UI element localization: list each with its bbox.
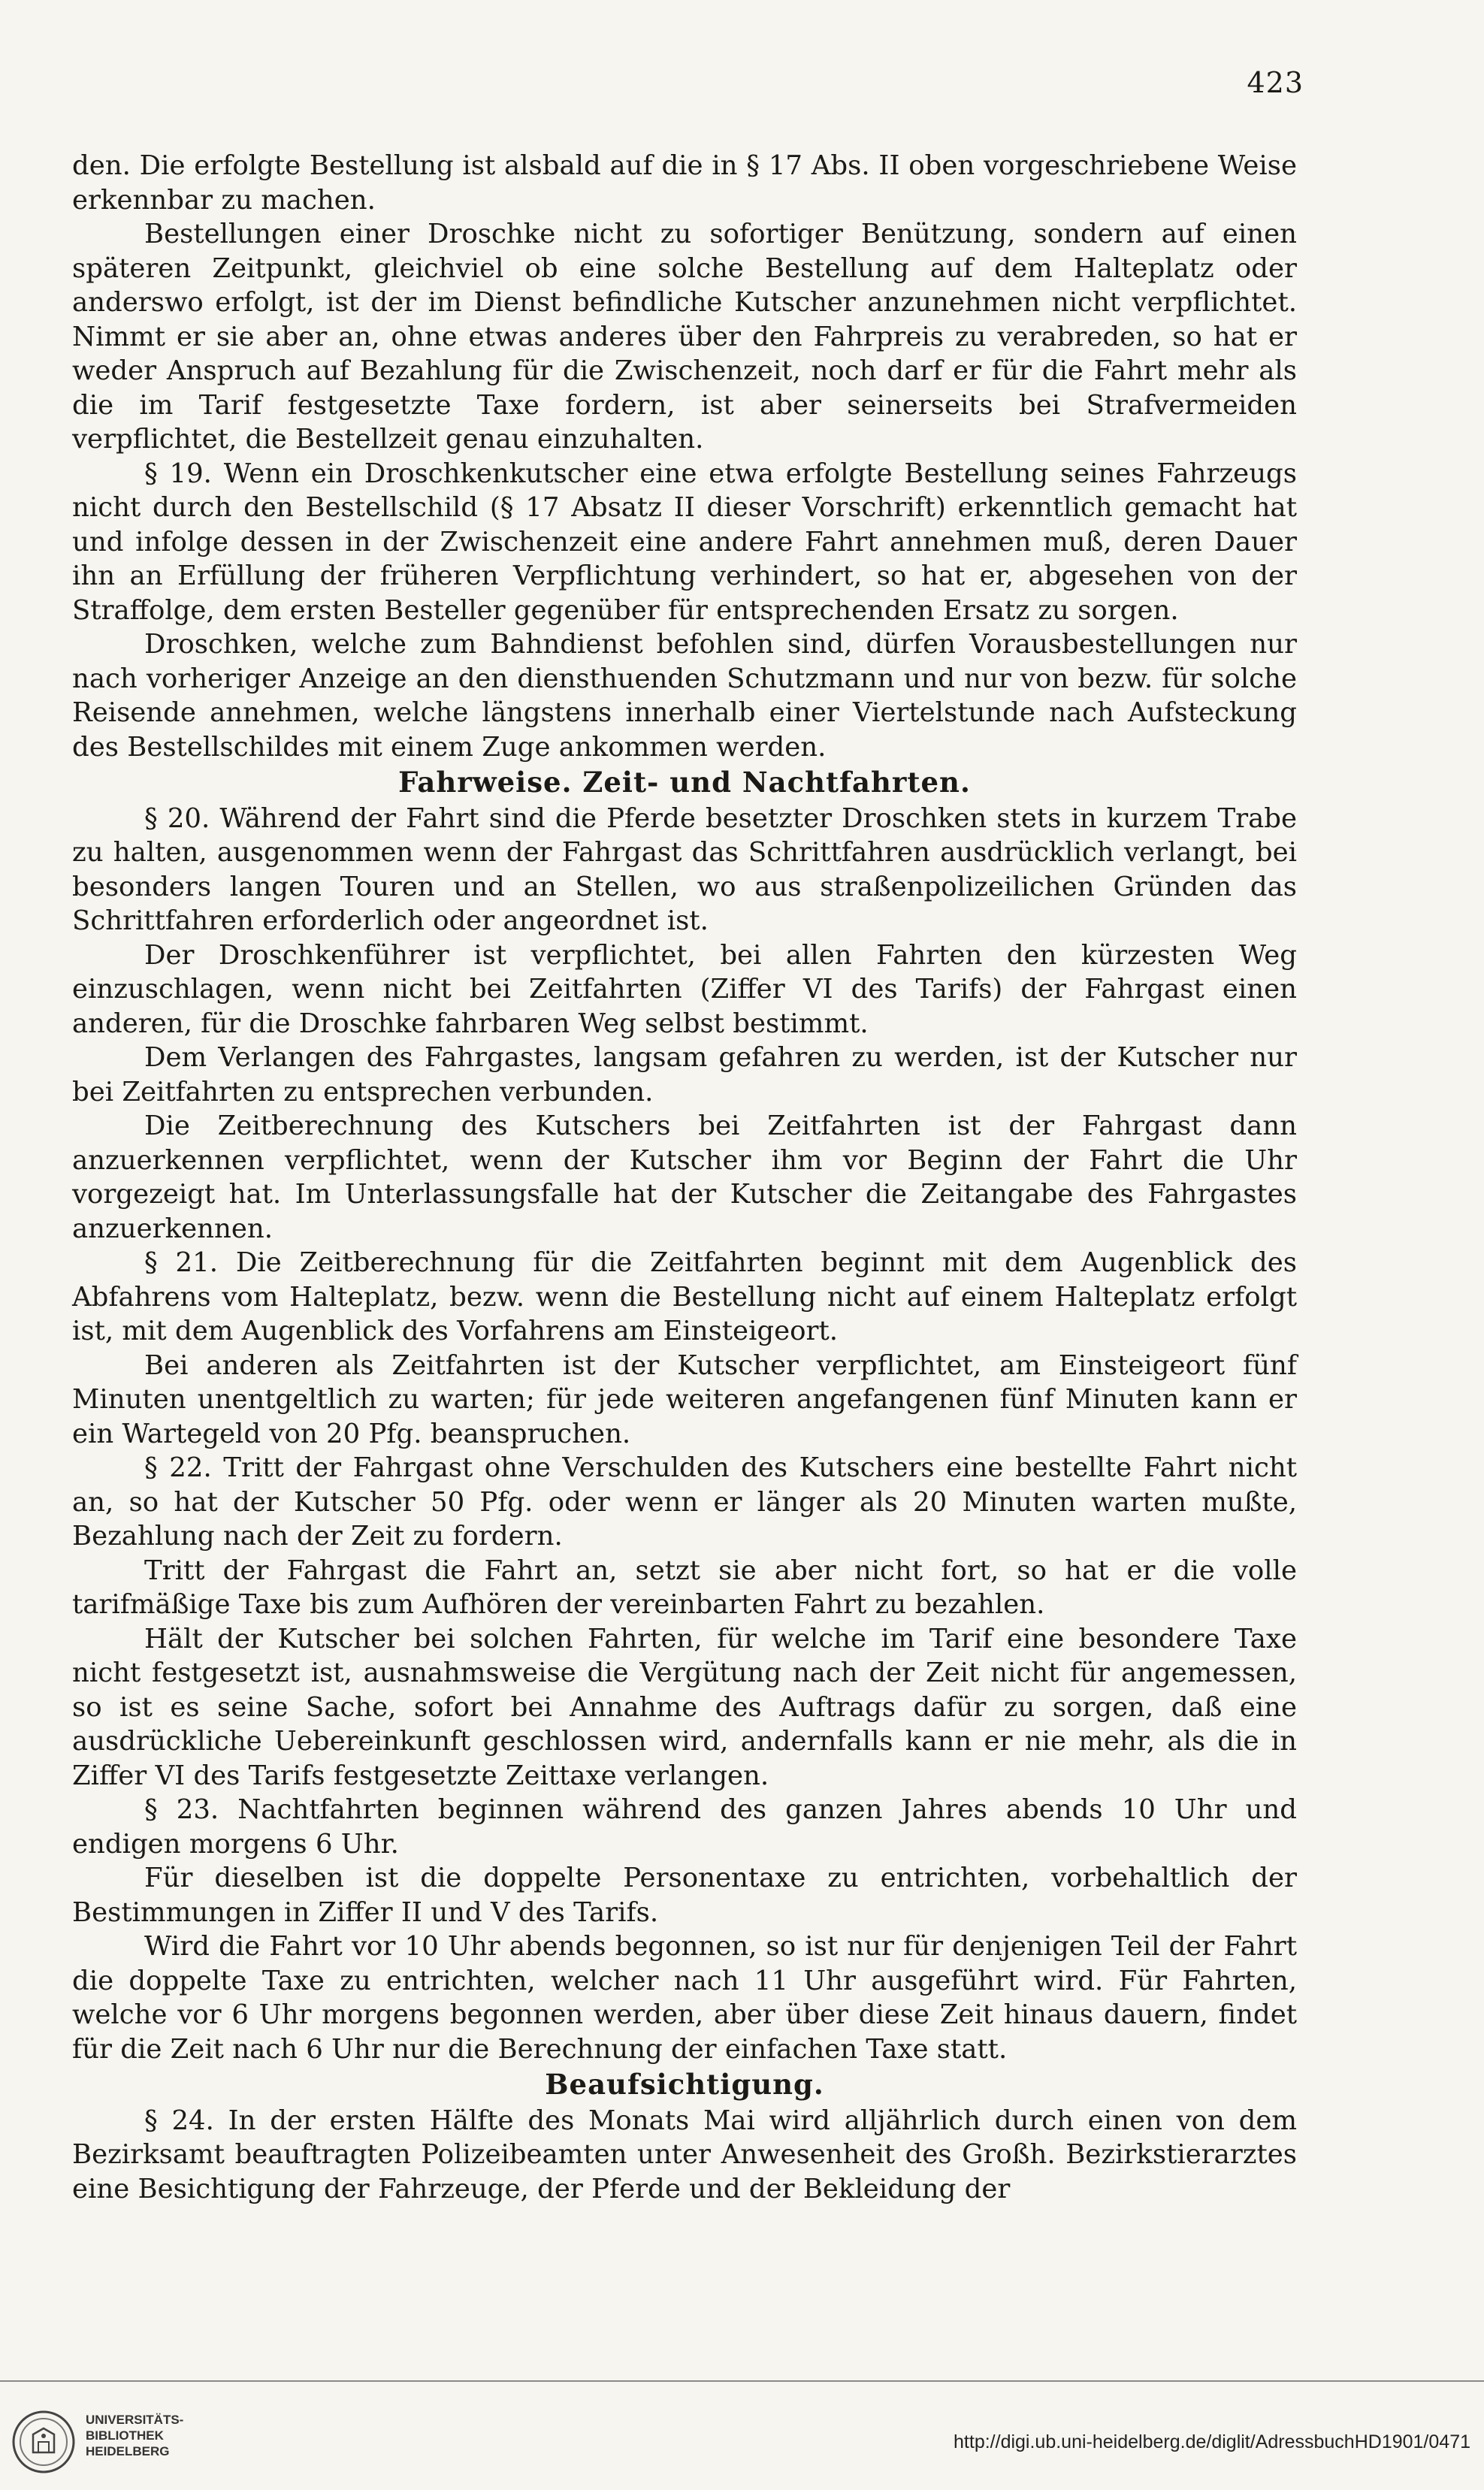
body-paragraph: § 19. Wenn ein Droschkenkutscher eine etwa erfolgte Bestellung seines Fahrzeugs nicht durch den Bestellschild (§ 17 Absatz II dieser Vorschrift) erkenntlich gemacht hat und infolge dessen in der Zwischenzeit eine andere Fahrt annehmen muß, deren Dauer ihn an Erfüllung der früheren Verpflichtung verhindert, so hat er, abgesehen von der Straffolge, dem ersten Besteller gegenüber für entsprechenden Ersatz zu sorgen. <box>72 458 1297 626</box>
body-paragraph: § 24. In der ersten Hälfte des Monats Mai wird alljährlich durch einen von dem Bezirksamt beauftragten Polizeibeamten unter Anwesenheit des Großh. Bezirkstierarztes eine Besichtigung der Fahrzeuge, der Pferde und der Bekleidung der <box>72 2105 1297 2204</box>
page-footer <box>0 2380 1484 2490</box>
library-name-line: HEIDELBERG <box>86 2444 170 2458</box>
body-paragraph: Droschken, welche zum Bahndienst befohlen sind, dürfen Vorausbestellungen nur nach vorheriger Anzeige an den diensthuenden Schutzmann und nur von bezw. für solche Reisende annehmen, welche längstens innerhalb einer Viertelstunde nach Aufsteckung des Bestellschildes mit einem Zuge ankommen werden. <box>72 629 1297 763</box>
body-paragraph: Der Droschkenführer ist verpflichtet, bei allen Fahrten den kürzesten Weg einzuschlagen, wenn nicht bei Zeitfahrten (Ziffer VI des Tarifs) der Fahrgast einen anderen, für die Droschke fahrbaren Weg selbst bestimmt. <box>72 939 1297 1039</box>
body-paragraph: den. Die erfolgte Bestellung ist alsbald auf die in § 17 Abs. II oben vorgeschriebene Weise erkennbar zu machen. <box>72 150 1297 216</box>
body-paragraph: Bestellungen einer Droschke nicht zu sofortiger Benützung, sondern auf einen späteren Zeitpunkt, gleichviel ob eine solche Bestellung auf dem Halteplatz oder anderswo erfolgt, ist der im Dienst befindliche Kutscher anzunehmen nicht verpflichtet. Nimmt er sie aber an, ohne etwas anderes über den Fahrpreis zu verabreden, so hat er weder Anspruch auf Bezahlung für die Zwischenzeit, noch darf er für die Fahrt mehr als die im Tarif festgesetzte Taxe fordern, ist aber seinerseits bei Strafvermeiden verpflichtet, die Bestellzeit genau einzuhalten. <box>72 219 1297 455</box>
body-paragraph: Tritt der Fahrgast die Fahrt an, setzt sie aber nicht fort, so hat er die volle tarifmäßige Taxe bis zum Aufhören der vereinbarten Fahrt zu bezahlen. <box>72 1555 1297 1620</box>
body-paragraph: Wird die Fahrt vor 10 Uhr abends begonnen, so ist nur für denjenigen Teil der Fahrt die doppelte Taxe zu entrichten, welcher nach 11 Uhr ausgeführt wird. Für Fahrten, welche vor 6 Uhr morgens begonnen werden, aber über diese Zeit hinaus dauern, findet für die Zeit nach 6 Uhr nur die Berechnung der einfachen Taxe statt. <box>72 1931 1297 2065</box>
body-paragraph: Bei anderen als Zeitfahrten ist der Kutscher verpflichtet, am Einsteigeort fünf Minuten unentgeltlich zu warten; für jede weiteren angefangenen fünf Minuten kann er ein Wartegeld von 20 Pfg. beanspruchen. <box>72 1349 1297 1449</box>
body-paragraph: Dem Verlangen des Fahrgastes, langsam gefahren zu werden, ist der Kutscher nur bei Zeitfahrten zu entsprechen verbunden. <box>72 1042 1297 1108</box>
source-url-link[interactable]: http://digi.ub.uni-heidelberg.de/diglit/AdressbuchHD1901/0471 <box>954 2431 1470 2452</box>
section-heading: Beaufsichtigung. <box>545 2068 824 2101</box>
section-heading: Fahrweise. Zeit- und Nachtfahrten. <box>398 766 971 799</box>
body-paragraph: § 20. Während der Fahrt sind die Pferde besetzter Droschken stets in kurzem Trabe zu halten, ausgenommen wenn der Fahrgast das Schrittfahren ausdrücklich verlangt, bei besonders langen Touren und an Stellen, wo aus straßenpolizeilichen Gründen das Schrittfahren erforderlich oder angeordnet ist. <box>72 802 1297 936</box>
document-body <box>72 149 1297 2206</box>
body-paragraph: Für dieselben ist die doppelte Personentaxe zu entrichten, vorbehaltlich der Bestimmungen in Ziffer II und V des Tarifs. <box>72 1863 1297 1928</box>
library-name <box>86 2412 183 2459</box>
body-paragraph: Die Zeitberechnung des Kutschers bei Zeitfahrten ist der Fahrgast dann anzuerkennen verpflichtet, wenn der Kutscher ihm vor Beginn der Fahrt die Uhr vorgezeigt hat. Im Unterlassungsfalle hat der Kutscher die Zeitangabe des Fahrgastes anzuerkennen. <box>72 1111 1297 1244</box>
university-seal-icon <box>11 2409 77 2475</box>
body-paragraph: § 21. Die Zeitberechnung für die Zeitfahrten beginnt mit dem Augenblick des Abfahrens vom Halteplatz, bezw. wenn die Bestellung nicht auf einem Halteplatz erfolgt ist, mit dem Augenblick des Vorfahrens am Einsteigeort. <box>72 1247 1297 1346</box>
body-paragraph: § 23. Nachtfahrten beginnen während des ganzen Jahres abends 10 Uhr und endigen morgens 6 Uhr. <box>72 1794 1297 1860</box>
page-number: 423 <box>1247 66 1304 99</box>
body-paragraph: Hält der Kutscher bei solchen Fahrten, für welche im Tarif eine besondere Taxe nicht festgesetzt ist, ausnahmsweise die Vergütung nach der Zeit nicht für angemessen, so ist es seine Sache, sofort bei Annahme des Auftrags dafür zu sorgen, daß eine ausdrückliche Uebereinkunft geschlossen wird, andernfalls kann er nie mehr, als die in Ziffer VI des Tarifs festgesetzte Zeittaxe verlangen. <box>72 1623 1297 1791</box>
library-name-line: BIBLIOTHEK <box>86 2428 164 2443</box>
library-name-line: UNIVERSITÄTS- <box>86 2413 184 2427</box>
body-paragraph: § 22. Tritt der Fahrgast ohne Verschulden des Kutschers eine bestellte Fahrt nicht an, so hat der Kutscher 50 Pfg. oder wenn er länger als 20 Minuten warten mußte, Bezahlung nach der Zeit zu fordern. <box>72 1452 1297 1552</box>
